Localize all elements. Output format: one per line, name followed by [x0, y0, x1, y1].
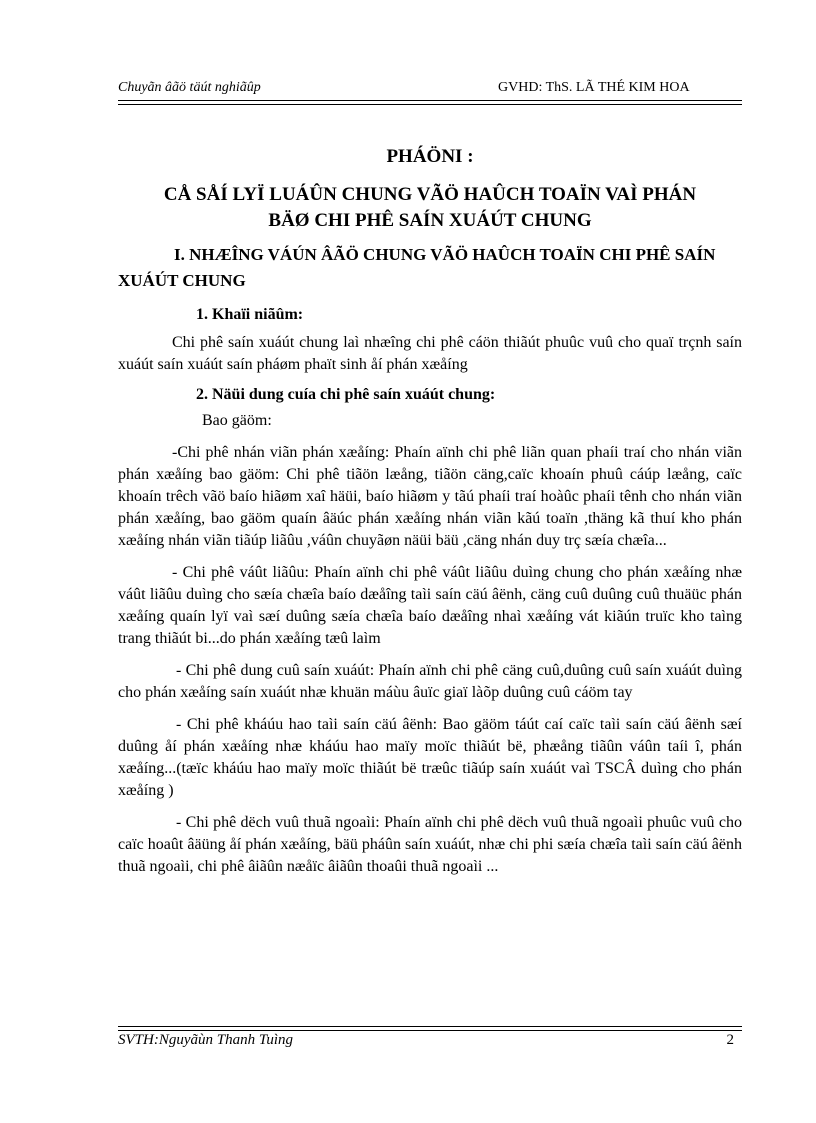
page-footer [118, 1032, 742, 1054]
chapter-title-line-1: CÅ SÅÍ LYÏ LUÁÛN CHUNG VÃÖ HAÛCH TOAÏN VAÌ PHÁN [163, 184, 697, 205]
subsection-1-text: Chi phê saín xuáút chung laì nhæîng chi phê cáön thiãút phuûc vuû cho quaï trçnh saín xuáút saín xuáút saín pháøm phaït sinh åí phán xæåíng [118, 334, 742, 373]
page-header [118, 78, 742, 100]
part-title: PHÁÖNI : [386, 146, 474, 167]
header-advisor: GVHD: ThS. LÃ THÉ KIM HOA [498, 80, 690, 95]
subsection-1-title: 1. Khaïi niãûm: [196, 306, 304, 323]
paragraph-material-cost: - Chi phê váût liãûu: Phaín aïnh chi phê váût liãûu duìng chung cho phán xæåíng nhæ váût liãûu duìng cho sæía chæîa baío dæåîng taìi saín cäú âënh, cäng cuû duûng cuû thuäüc phán xæåíng quaín lyï vaì sæí duûng sæía chæîa baío dæåîng nhaì xæåíng vát kiãún truïc kho taìng trang thiãút bi...do phán xæåíng tæû laìm [118, 564, 742, 647]
header-course-label: Chuyãn âãö täút nghiãûp [118, 80, 261, 95]
footer-rule [118, 1026, 742, 1031]
chapter-title [118, 182, 742, 234]
paragraph-depreciation-cost: - Chi phê kháúu hao taìi saín cäú âënh: Bao gäöm táút caí caïc taìi saín cäú âënh sæí duûng åí phán xæåíng nhæ kháúu hao maïy moïc thiãút bë, phæång tiãûn váûn taíi î, phán xæåíng...(tæïc kháúu hao maïy moïc thiãút bë træûc tiãúp saín xuáút vaì TSCÂ duìng cho phán xæåíng ) [118, 716, 742, 799]
paragraph-outsourced-services: - Chi phê dëch vuû thuã ngoaìi: Phaín aïnh chi phê dëch vuû thuã ngoaìi phuûc vuû cho caïc hoaût âäüng åí phán xæåíng, bäü pháûn saín xuáút, nhæ chi phi sæía chæîa taìi saín cäú âënh thuã ngoaìi, chi phê âiãûn næåïc âiãûn thoaûi thuã ngoaìi ... [118, 814, 742, 875]
header-rule [118, 100, 742, 105]
chapter-title-line-2: BÄØ CHI PHÊ SAÍN XUÁÚT CHUNG [268, 210, 592, 231]
paragraph-tool-cost: - Chi phê dung cuû saín xuáút: Phaín aïnh chi phê cäng cuû,duûng cuû saín xuáút duìng cho phán xæåíng saín xuáút nhæ khuän máùu âuïc giaï làõp duûng cuû cáöm tay [118, 662, 742, 701]
paragraph-staff-cost: -Chi phê nhán viãn phán xæåíng: Phaín aïnh chi phê liãn quan phaíi traí cho nhán viãn phán xæåíng bao gäöm: Chi phê tiãön læång, tiãön cäng,caïc khoaín phuû cáúp læång, caïc khoaín trêch vãö baío hiãøm xaî häüi, baío hiãøm y tãú phaíi traí hoàûc phaíi tênh cho nhán viãn phán xæåíng, bao gäöm quaín âäúc phán xæåíng nhán viãn kãú toaïn ,thäng kã thuí kho phán xæåíng nhán viãn tiãúp liãûu ,váûn chuyãøn näüi bäü ,cäng nhán duy trç sæía chæîa... [118, 444, 742, 549]
footer-student-name: SVTH:Nguyãùn Thanh Tuìng [118, 1032, 294, 1048]
subsection-2-title: 2. Näüi dung cuía chi phê saín xuáút chung: [196, 386, 496, 403]
page-content [118, 138, 742, 888]
section-title: I. NHÆÎNG VÁÚN ÂÃÖ CHUNG VÃÖ HAÛCH TOAÏN CHI PHÊ SAÍN XUÁÚT CHUNG [118, 245, 716, 290]
subsection-2-intro: Bao gäöm: [202, 412, 272, 429]
page-number: 2 [726, 1032, 734, 1048]
